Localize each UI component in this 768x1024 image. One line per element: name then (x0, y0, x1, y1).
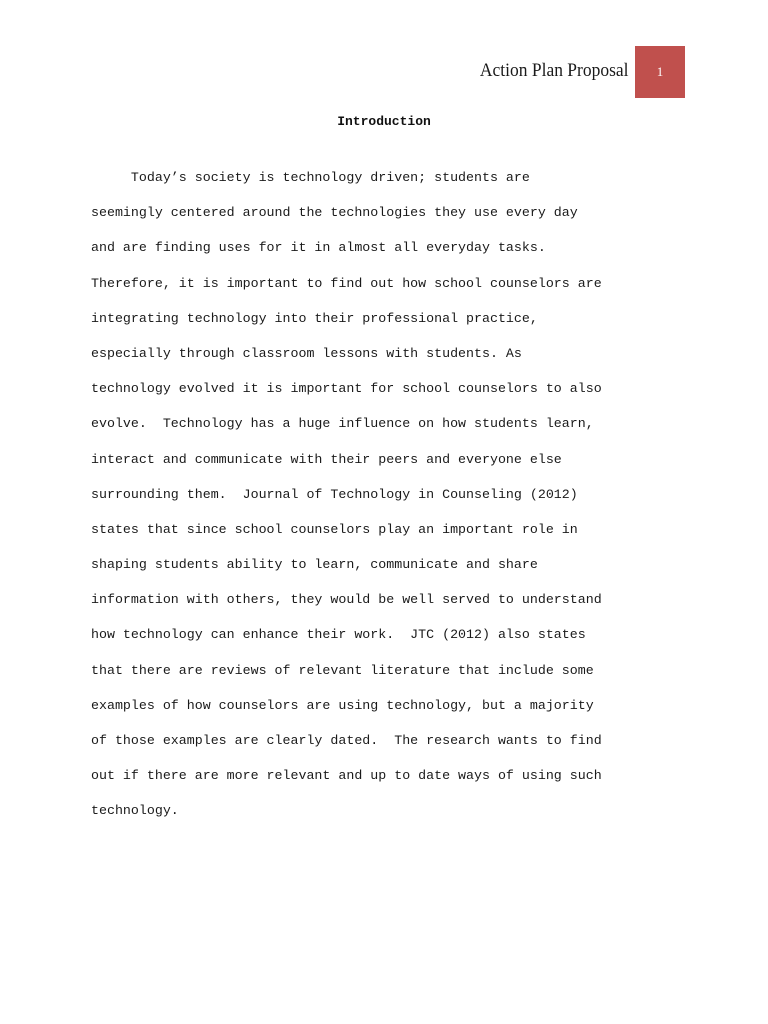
paragraph-line: Therefore, it is important to find out how school counselors are (91, 275, 602, 291)
paragraph-line: surrounding them. Journal of Technology in Counseling (2012) (91, 486, 578, 502)
paragraph-line: that there are reviews of relevant literature that include some (91, 662, 594, 678)
paragraph-line: out if there are more relevant and up to date ways of using such (91, 768, 602, 784)
running-header-title: Action Plan Proposal (479, 60, 628, 81)
paragraph-line: shaping students ability to learn, communicate and share (91, 557, 538, 573)
paragraph-line: interact and communicate with their peers and everyone else (91, 451, 562, 467)
paragraph-line: seemingly centered around the technologies they use every day (91, 205, 578, 221)
body-paragraph (91, 160, 691, 829)
paragraph-line: how technology can enhance their work. JTC (2012) also states (91, 627, 586, 643)
paragraph-line: integrating technology into their professional practice, (91, 310, 538, 326)
paragraph-line: evolve. Technology has a huge influence on how students learn, (91, 416, 594, 432)
paragraph-line: technology evolved it is important for school counselors to also (91, 381, 602, 397)
paragraph-line: information with others, they would be well served to understand (91, 592, 602, 608)
paragraph-line: technology. (91, 803, 179, 819)
paragraph-line: and are finding uses for it in almost all everyday tasks. (91, 240, 546, 256)
paragraph-line: especially through classroom lessons with students. As (91, 345, 522, 361)
paragraph-line: of those examples are clearly dated. The research wants to find (91, 733, 602, 748)
section-heading: Introduction (337, 114, 431, 129)
paragraph-line: examples of how counselors are using technology, but a majority (91, 697, 594, 713)
paragraph-line: Today’s society is technology driven; students are (91, 170, 530, 185)
paragraph-line: states that since school counselors play an important role in (91, 521, 578, 537)
page-number-badge: 1 (635, 46, 685, 98)
